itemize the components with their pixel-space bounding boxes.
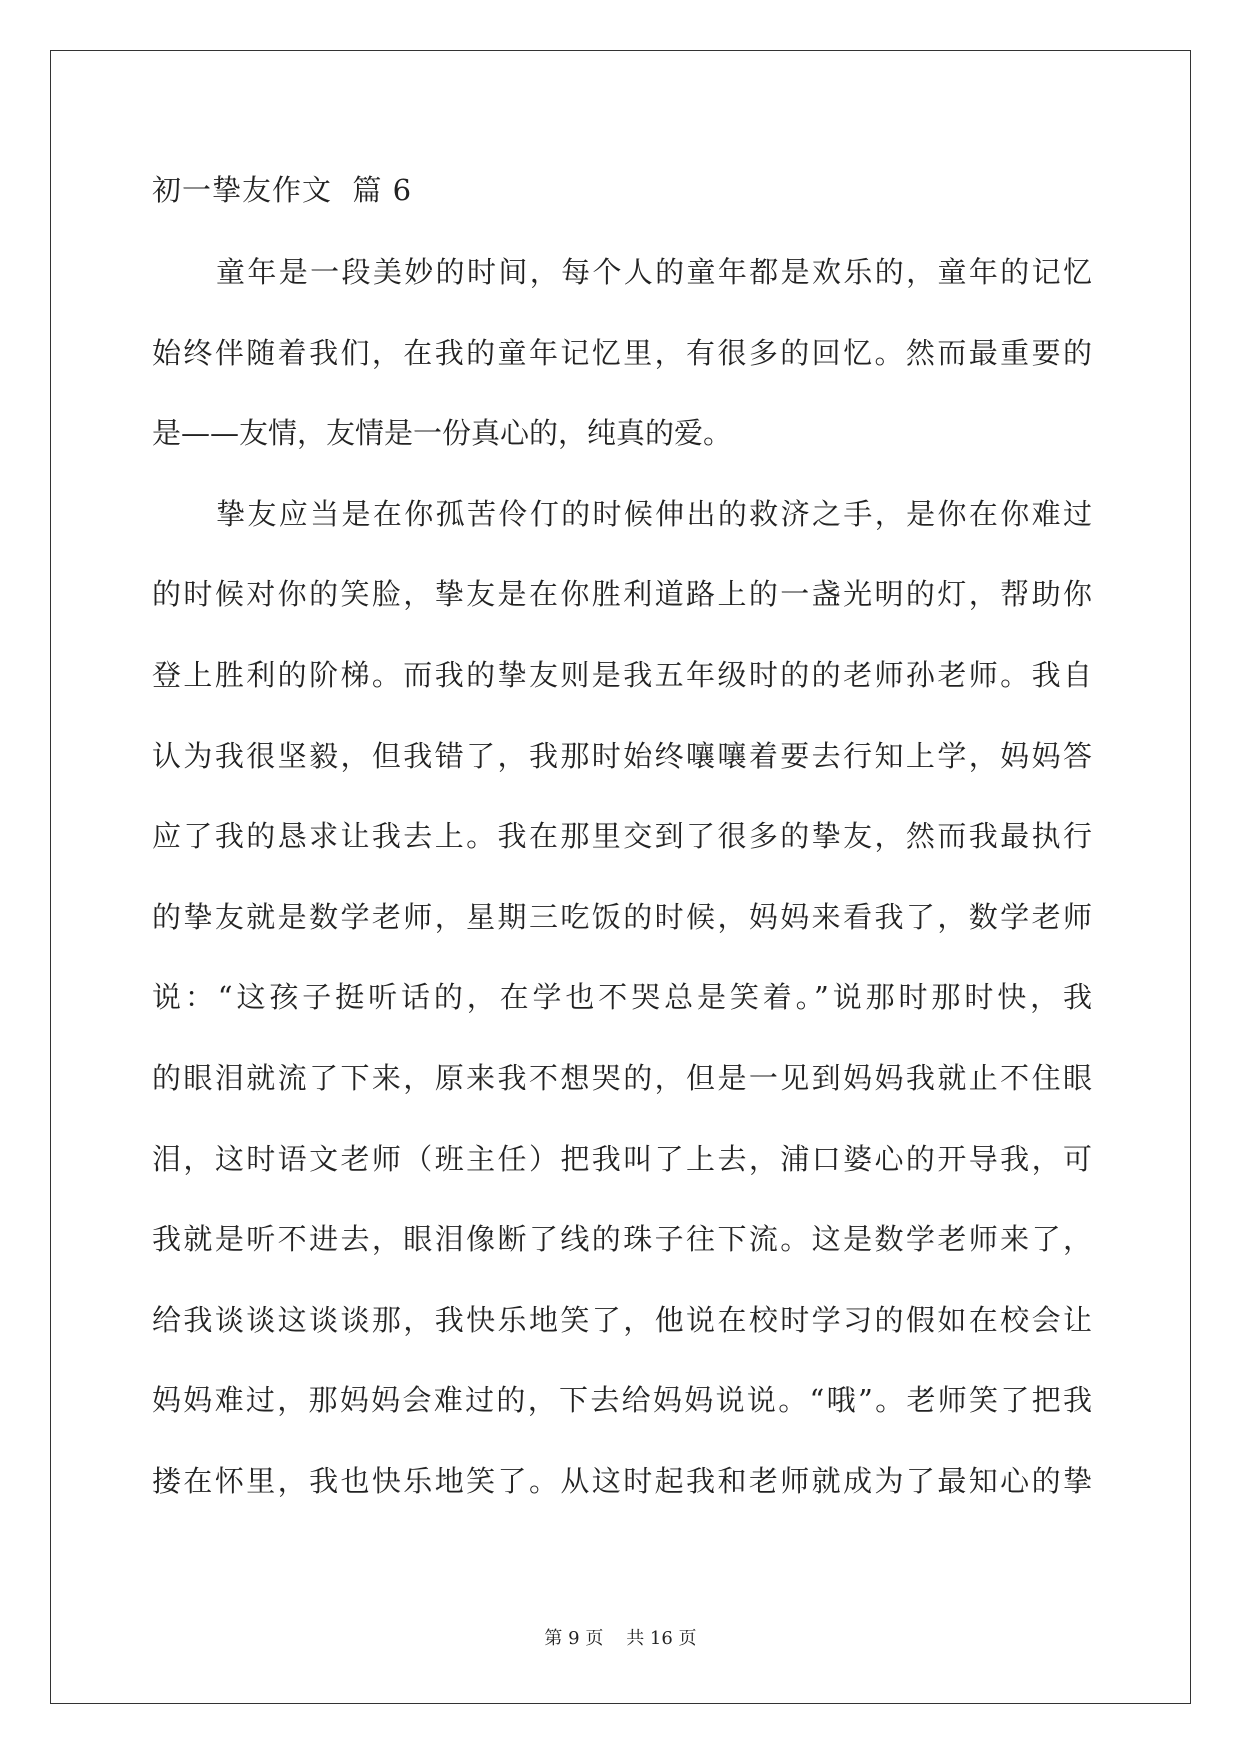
paragraph-line: 妈妈难过，那妈妈会难过的，下去给妈妈说说。“哦”。老师笑了把我 xyxy=(152,1383,1092,1418)
paragraph-line: 登上胜利的阶梯。而我的挚友则是我五年级时的的老师孙老师。我自 xyxy=(152,657,1092,692)
paragraph-line: 说：“这孩子挺听话的，在学也不哭总是笑着。”说那时那时快，我 xyxy=(152,980,1092,1015)
paragraph-line: 是——友情，友情是一份真心的，纯真的爱。 xyxy=(152,416,733,451)
paragraph-line: 的眼泪就流了下来，原来我不想哭的，但是一见到妈妈我就止不住眼 xyxy=(152,1060,1092,1095)
paragraph-2 xyxy=(152,492,1092,1540)
paragraph-line: 认为我很坚毅，但我错了，我那时始终嚷嚷着要去行知上学，妈妈答 xyxy=(152,738,1092,773)
paragraph-line: 我就是听不进去，眼泪像断了线的珠子往下流。这是数学老师来了， xyxy=(152,1222,1092,1257)
page-number: 第 9 页 共 16 页 xyxy=(544,1628,697,1649)
document-body xyxy=(152,168,1092,1540)
paragraph-line: 应了我的恳求让我去上。我在那里交到了很多的挚友，然而我最执行 xyxy=(152,819,1092,854)
essay-title: 初一挚友作文 篇 6 xyxy=(152,173,413,207)
paragraph-line: 童年是一段美妙的时间，每个人的童年都是欢乐的，童年的记忆 xyxy=(216,255,1092,289)
paragraph-line: 泪，这时语文老师（班主任）把我叫了上去，浦口婆心的开导我，可 xyxy=(152,1141,1092,1176)
paragraph-line: 的时候对你的笑脸，挚友是在你胜利道路上的一盏光明的灯，帮助你 xyxy=(152,577,1092,612)
paragraph-line: 挚友应当是在你孤苦伶仃的时候伸出的救济之手，是你在你难过 xyxy=(216,496,1092,531)
paragraph-line: 的挚友就是数学老师，星期三吃饭的时候，妈妈来看我了，数学老师 xyxy=(152,899,1092,934)
paragraph-line: 搂在怀里，我也快乐地笑了。从这时起我和老师就成为了最知心的挚 xyxy=(152,1463,1092,1498)
paragraph-1 xyxy=(152,250,1092,492)
paragraph-line: 始终伴随着我们，在我的童年记忆里，有很多的回忆。然而最重要的 xyxy=(152,335,1092,370)
paragraph-line: 给我谈谈这谈谈那，我快乐地笑了，他说在校时学习的假如在校会让 xyxy=(152,1302,1092,1337)
